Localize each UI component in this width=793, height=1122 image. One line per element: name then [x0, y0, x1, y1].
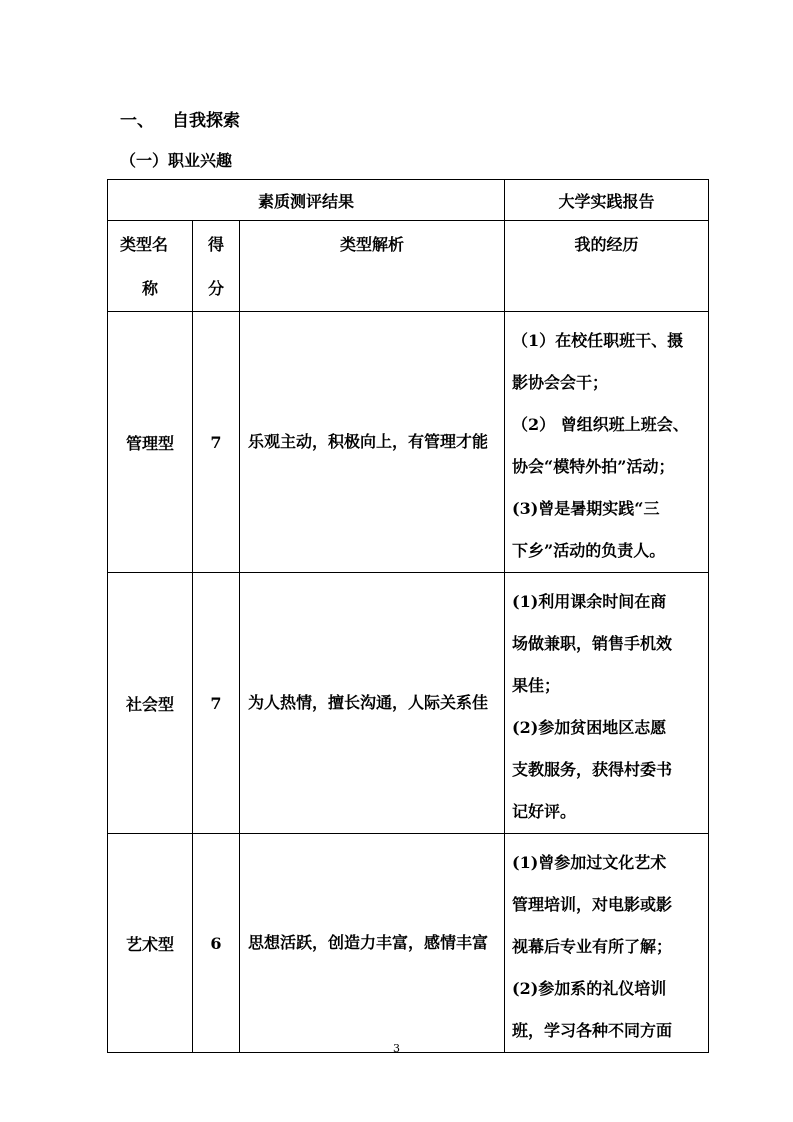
section-number: 一、 — [120, 111, 154, 131]
experience-line: 视幕后专业有所了解； — [512, 937, 673, 956]
col-experience: 我的经历 — [505, 221, 709, 312]
table-row — [108, 312, 709, 573]
experience-line: 班，学习各种不同方面 — [512, 1021, 673, 1040]
col-score — [193, 221, 240, 312]
experience-line: 下乡”活动的负责人。 — [512, 541, 666, 560]
experience-line: 果佳； — [512, 676, 561, 695]
row-analysis: 乐观主动，积极向上，有管理才能 — [240, 312, 505, 573]
table-row — [108, 834, 709, 1053]
table-header-row — [108, 180, 709, 221]
experience-line: (1)利用课余时间在商 — [512, 592, 667, 611]
col-type-name — [108, 221, 193, 312]
table-row — [108, 573, 709, 834]
row-experience — [505, 312, 709, 573]
row-experience — [505, 573, 709, 834]
experience-line: (2)参加系的礼仪培训 — [512, 979, 667, 998]
col-type-name-line1: 类型名 — [120, 235, 169, 254]
col-score-line2: 分 — [207, 279, 224, 298]
career-interest-table — [107, 179, 709, 1053]
experience-line: (3)曾是暑期实践“三 — [512, 499, 660, 518]
experience-line: 影协会会干； — [512, 373, 609, 392]
row-score: 7 — [193, 312, 240, 573]
experience-line: 场做兼职，销售手机效 — [512, 634, 673, 653]
header-practice-report: 大学实践报告 — [505, 180, 709, 221]
row-analysis: 思想活跃，创造力丰富，感情丰富 — [240, 834, 505, 1053]
experience-line: 记好评。 — [512, 802, 577, 821]
row-type: 管理型 — [108, 312, 193, 573]
col-score-line1: 得 — [207, 235, 224, 254]
experience-line: （2） 曾组织班上班会、 — [512, 415, 689, 434]
experience-line: (2)参加贫困地区志愿 — [512, 718, 667, 737]
col-type-name-line2: 称 — [142, 279, 159, 298]
row-type: 艺术型 — [108, 834, 193, 1053]
experience-line: 协会“模特外拍”活动； — [512, 457, 675, 476]
subsection-heading: （一）职业兴趣 — [120, 151, 233, 170]
experience-line: (1)曾参加过文化艺术 — [512, 853, 667, 872]
experience-line: （1）在校任职班干、摄 — [512, 331, 684, 350]
page-number: 3 — [393, 1042, 400, 1055]
row-score: 7 — [193, 573, 240, 834]
row-score: 6 — [193, 834, 240, 1053]
row-analysis: 为人热情，擅长沟通，人际关系佳 — [240, 573, 505, 834]
col-analysis: 类型解析 — [240, 221, 505, 312]
experience-line: 管理培训，对电影或影 — [512, 895, 673, 914]
row-type: 社会型 — [108, 573, 193, 834]
table-subheader-row — [108, 221, 709, 312]
experience-line: 支教服务，获得村委书 — [512, 760, 673, 779]
section-heading — [120, 106, 240, 131]
header-assessment-results: 素质测评结果 — [108, 180, 505, 221]
row-experience — [505, 834, 709, 1053]
section-title: 自我探索 — [172, 111, 240, 131]
